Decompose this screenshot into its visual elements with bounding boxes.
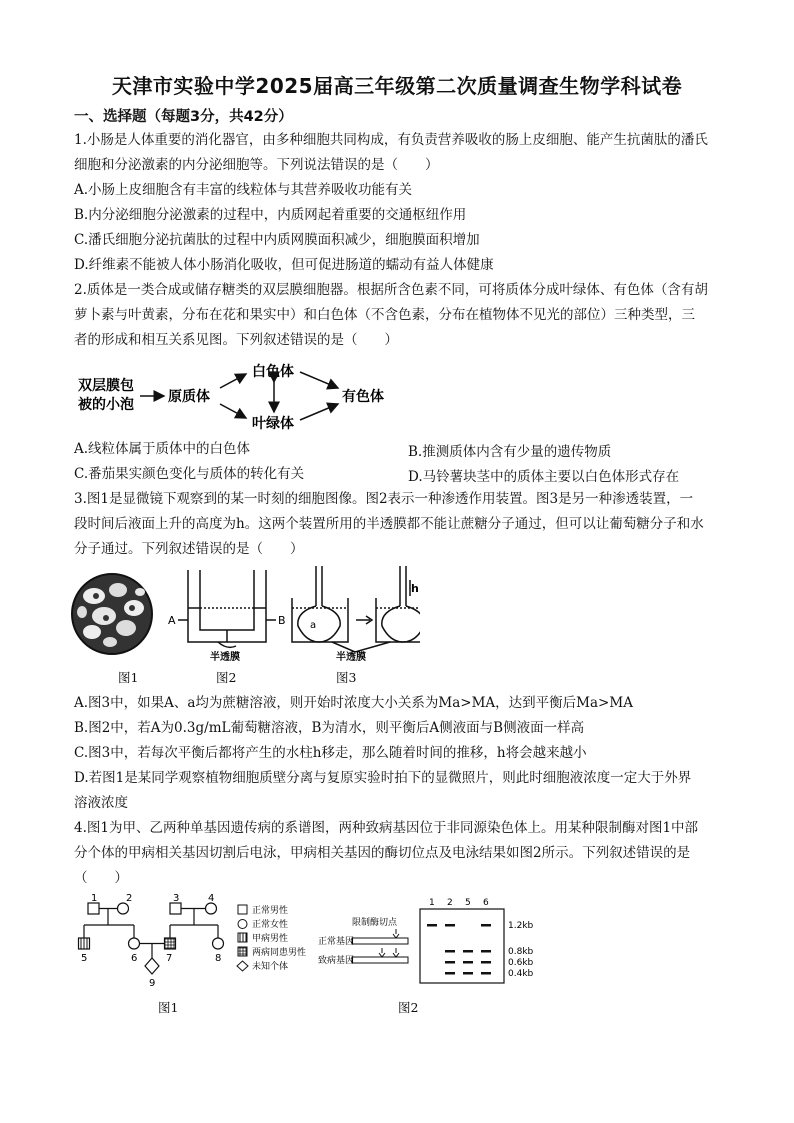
diagram-leucoplast: 白色体 xyxy=(252,364,294,380)
funnel-apparatus xyxy=(292,566,420,652)
gel-electrophoresis-figure xyxy=(318,893,558,993)
q2-stem-line1: 2.质体是一类合成或储存糖类的双层膜细胞器。根据所含色素不同，可将质体分成叶绿体、有色体（含有胡 xyxy=(74,282,708,298)
size-label-0-4kb: 0.4kb xyxy=(508,969,534,979)
u-tube-apparatus xyxy=(178,570,276,647)
legend-both-affected-male: 两病同患男性 xyxy=(252,948,307,958)
q3-option-a: A.图3中，如果A、a均为蔗糖溶液，则开始时浓度大小关系为Ma>MA，达到平衡后Ma>MA xyxy=(74,695,633,711)
legend-affected-a-male: 甲病男性 xyxy=(252,934,289,944)
label-a-side: A xyxy=(168,614,176,627)
q1-option-b: B.内分泌细胞分泌激素的过程中，内质网起着重要的交通枢纽作用 xyxy=(74,207,467,223)
q3-option-d-line1: D.若图1是某同学观察植物细胞质壁分离与复原实验时拍下的显微照片，则此时细胞液浓度一定大于外界 xyxy=(74,770,692,786)
lane-label-1: 1 xyxy=(429,898,435,908)
label-h: h xyxy=(411,582,419,595)
q1-option-c: C.潘氏细胞分泌抗菌肽的过程中内质网膜面积减少，细胞膜面积增加 xyxy=(74,232,480,248)
pedigree-num-2: 2 xyxy=(126,893,133,904)
lane-label-2: 2 xyxy=(447,898,453,908)
lane-label-5: 5 xyxy=(465,898,471,908)
pedigree-num-6: 6 xyxy=(131,953,138,964)
q4-fig2-caption: 图2 xyxy=(398,1000,419,1015)
pedigree-num-7: 7 xyxy=(166,953,173,964)
pedigree-num-1: 1 xyxy=(91,893,98,904)
q4-stem-line3: （ ） xyxy=(74,870,128,886)
q3-option-b: B.图2中，若A为0.3g/mL葡萄糖溶液，B为清水，则平衡后A侧液面与B侧液面一样高 xyxy=(74,720,585,736)
pedigree-num-5: 5 xyxy=(81,953,88,964)
q1-option-d: D.纤维素不能被人体小肠消化吸收，但可促进肠道的蠕动有益人体健康 xyxy=(74,257,494,273)
osmosis-figures xyxy=(70,562,420,664)
q3-fig1-caption: 图1 xyxy=(118,670,139,685)
lane-label-6: 6 xyxy=(483,898,489,908)
q3-stem-line1: 3.图1是显微镜下观察到的某一时刻的细胞图像。图2表示一种渗透作用装置。图3是另一种渗透装置，一 xyxy=(74,491,694,507)
label-a-lower: a xyxy=(310,620,317,631)
q1-option-a: A.小肠上皮细胞含有丰富的线粒体与其营养吸收功能有关 xyxy=(74,182,413,198)
pedigree-num-4: 4 xyxy=(208,893,215,904)
membrane-label-fig2: 半透膜 xyxy=(210,652,240,663)
q2-option-c: C.番茄果实颜色变化与质体的转化有关 xyxy=(74,466,305,482)
size-label-0-8kb: 0.8kb xyxy=(508,947,534,957)
q3-fig2-caption: 图2 xyxy=(216,670,237,685)
q2-option-a: A.线粒体属于质体中的白色体 xyxy=(74,441,251,457)
enzyme-site-label: 限制酶切点 xyxy=(352,918,398,928)
q3-option-c: C.图3中，若每次平衡后都将产生的水柱h移走，那么随着时间的推移，h将会越来越小 xyxy=(74,745,587,761)
diagram-proplastid: 原质体 xyxy=(168,389,210,405)
pedigree-chart xyxy=(74,893,324,993)
q2-stem-line3: 者的形成和相互关系见图。下列叙述错误的是（ ） xyxy=(74,332,398,348)
pedigree-num-9: 9 xyxy=(149,978,156,989)
q4-stem-line2: 分个体的甲病相关基因切割后电泳，甲病相关基因的酶切位点及电泳结果如图2所示。下列叙述错误的是 xyxy=(74,845,691,861)
size-label-1-2kb: 1.2kb xyxy=(508,921,534,931)
q1-stem-line1: 1.小肠是人体重要的消化器官，由多种细胞共同构成，有负责营养吸收的肠上皮细胞、能产生抗菌肽的潘氏 xyxy=(74,132,708,148)
size-label-0-6kb: 0.6kb xyxy=(508,958,534,968)
q1-stem-line2: 细胞和分泌激素的内分泌细胞等。下列说法错误的是（ ） xyxy=(74,157,439,173)
legend-unknown: 未知个体 xyxy=(252,962,289,972)
q3-fig3-caption: 图3 xyxy=(336,670,357,685)
disease-gene-label: 致病基因 xyxy=(318,956,355,966)
pedigree-num-8: 8 xyxy=(215,953,222,964)
diagram-start-line2: 被的小泡 xyxy=(78,397,134,413)
section-heading: 一、选择题（每题3分，共42分） xyxy=(74,109,293,125)
legend-normal-male: 正常男性 xyxy=(252,906,289,916)
label-b-side: B xyxy=(278,614,286,627)
plastid-diagram xyxy=(74,358,414,434)
q3-stem-line2: 段时间后液面上升的高度为h。这两个装置所用的半透膜都不能让蔗糖分子通过，但可以让葡萄糖分子和水 xyxy=(74,516,704,532)
page-title: 天津市实验中学2025届高三年级第二次质量调查生物学科试卷 xyxy=(111,74,683,98)
membrane-label-fig3: 半透膜 xyxy=(336,652,366,663)
pedigree-num-3: 3 xyxy=(173,893,180,904)
q3-stem-line3: 分子通过。下列叙述错误的是（ ） xyxy=(74,541,304,557)
legend-normal-female: 正常女性 xyxy=(252,920,289,930)
normal-gene-label: 正常基因 xyxy=(318,937,355,947)
diagram-chloroplast: 叶绿体 xyxy=(252,416,294,432)
q4-fig1-caption: 图1 xyxy=(158,1000,179,1015)
q4-stem-line1: 4.图1为甲、乙两种单基因遗传病的系谱图，两种致病基因位于非同源染色体上。用某种限制酶对图1中部 xyxy=(74,820,699,836)
q2-option-d: D.马铃薯块茎中的质体主要以白色体形式存在 xyxy=(408,469,680,485)
diagram-start-line1: 双层膜包 xyxy=(78,378,134,394)
diagram-chromoplast: 有色体 xyxy=(342,389,384,405)
cell-micrograph xyxy=(72,574,152,654)
q2-option-b: B.推测质体内含有少量的遗传物质 xyxy=(408,444,612,460)
q2-stem-line2: 萝卜素与叶黄素，分布在花和果实中）和白色体（不含色素，分布在植物体不见光的部位）三种类型，三 xyxy=(74,307,695,323)
q3-option-d-line2: 溶液浓度 xyxy=(74,795,128,811)
